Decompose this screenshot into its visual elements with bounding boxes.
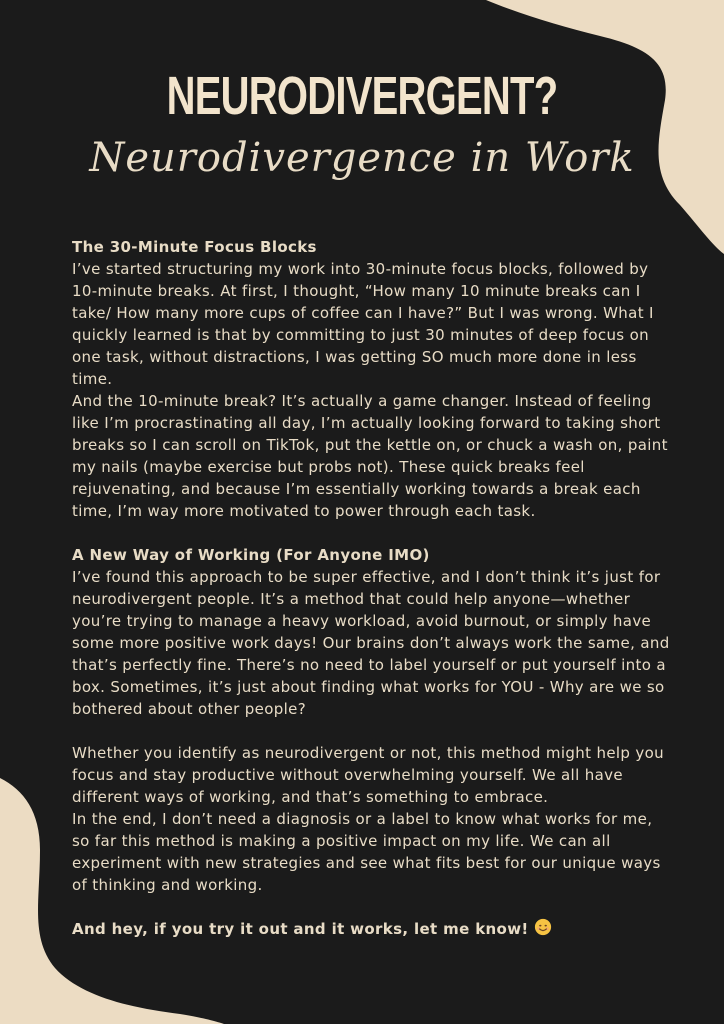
paragraph: In the end, I don’t need a diagnosis or a label to know what works for me, so far this method is making a positive impact on my life. We can all experiment with new strategies and see what fits best for our unique ways of thinking and working. — [72, 810, 661, 894]
paragraph: I’ve found this approach to be super effective, and I don’t think it’s just for neurodivergent people. It’s a method that could help anyone—whether you’re trying to manage a heavy workload, avoid burnout, or simply have some more positive work days! Our brains don’t always work the same, and that’s perfectly fine. There’s no need to label yourself or put yourself into a box. Sometimes, it’s just about finding what works for YOU - Why are we so bothered about other people? — [72, 568, 670, 718]
page-title: NEURODIVERGENT? — [166, 66, 558, 126]
article-body — [72, 236, 672, 940]
paragraph: I’ve started structuring my work into 30-minute focus blocks, followed by 10-minute breaks. At first, I thought, “How many 10 minute breaks can I take/ How many more cups of coffee can I have?” But I was wrong. What I quickly learned is that by committing to just 30 minutes of deep focus on one task, without distractions, I was getting SO much more done in less time. — [72, 260, 654, 388]
paragraph: And the 10-minute break? It’s actually a game changer. Instead of feeling like I’m procrastinating all day, I’m actually looking forward to taking short breaks so I can scroll on TikTok, put the kettle on, or chuck a wash on, paint my nails (maybe exercise but probs not). These quick breaks feel rejuvenating, and because I’m essentially working towards a break each time, I’m way more motivated to power through each task. — [72, 392, 668, 520]
section-heading: A New Way of Working (For Anyone IMO) — [72, 546, 430, 564]
page-subtitle: Neurodivergence in Work — [89, 135, 635, 181]
closing-line — [72, 918, 672, 940]
section-heading: The 30-Minute Focus Blocks — [72, 238, 317, 256]
paragraph: Whether you identify as neurodivergent or not, this method might help you focus and stay productive without overwhelming yourself. We all have different ways of working, and that’s something to embrace. — [72, 744, 665, 806]
smiling-face-icon — [534, 918, 552, 936]
closing-text: And hey, if you try it out and it works, let me know! — [72, 920, 529, 938]
